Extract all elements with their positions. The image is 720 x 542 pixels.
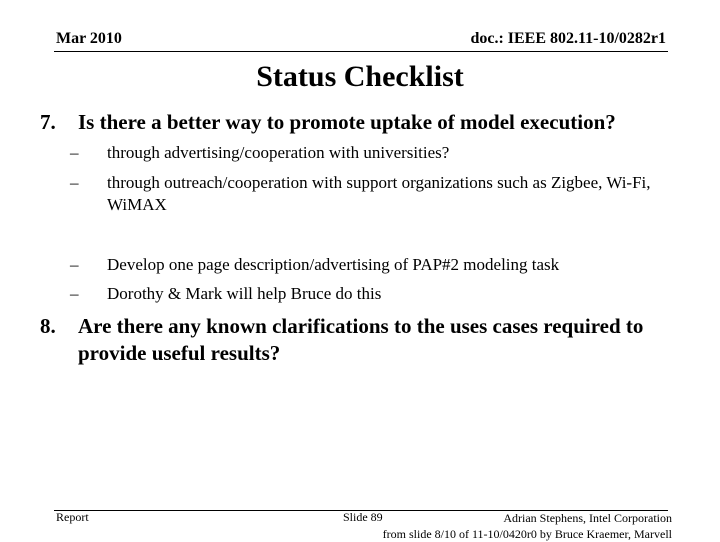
footer-slide-number: Slide 89: [343, 510, 383, 524]
sub-bullet: [70, 172, 710, 216]
question-7: [40, 109, 710, 136]
bullet-text: through outreach/cooperation with support organizations such as Zigbee, Wi-Fi, WiMAX: [107, 173, 651, 214]
bullet-text: Develop one page description/advertising of PAP#2 modeling task: [107, 255, 560, 274]
header-document-id: doc.: IEEE 802.11-10/0282r1: [470, 30, 666, 47]
header-rule: [54, 51, 668, 52]
sub-bullet: [70, 142, 710, 164]
bullet-dash: –: [70, 173, 79, 192]
sub-bullet: [70, 283, 710, 305]
question-number: 8.: [40, 314, 56, 338]
sub-bullet: [70, 254, 710, 276]
question-text: Is there a better way to promote uptake of model execution?: [78, 110, 616, 134]
footer-source-line: from slide 8/10 of 11-10/0420r0 by Bruce Kraemer, Marvell: [382, 527, 672, 541]
footer-author: [383, 510, 672, 542]
question-text: Are there any known clarifications to the uses cases required to provide useful results?: [78, 314, 644, 365]
question-8: [40, 313, 710, 367]
bullet-text: through advertising/cooperation with universities?: [107, 143, 450, 162]
header-date: Mar 2010: [56, 30, 122, 47]
bullet-dash: –: [70, 143, 79, 162]
question-number: 7.: [40, 110, 56, 134]
bullet-dash: –: [70, 284, 79, 303]
footer-report-label: Report: [56, 510, 89, 524]
bullet-dash: –: [70, 255, 79, 274]
slide-title: Status Checklist: [256, 60, 464, 93]
footer-author-line: Adrian Stephens, Intel Corporation: [503, 511, 672, 525]
bullet-text: Dorothy & Mark will help Bruce do this: [107, 284, 382, 303]
